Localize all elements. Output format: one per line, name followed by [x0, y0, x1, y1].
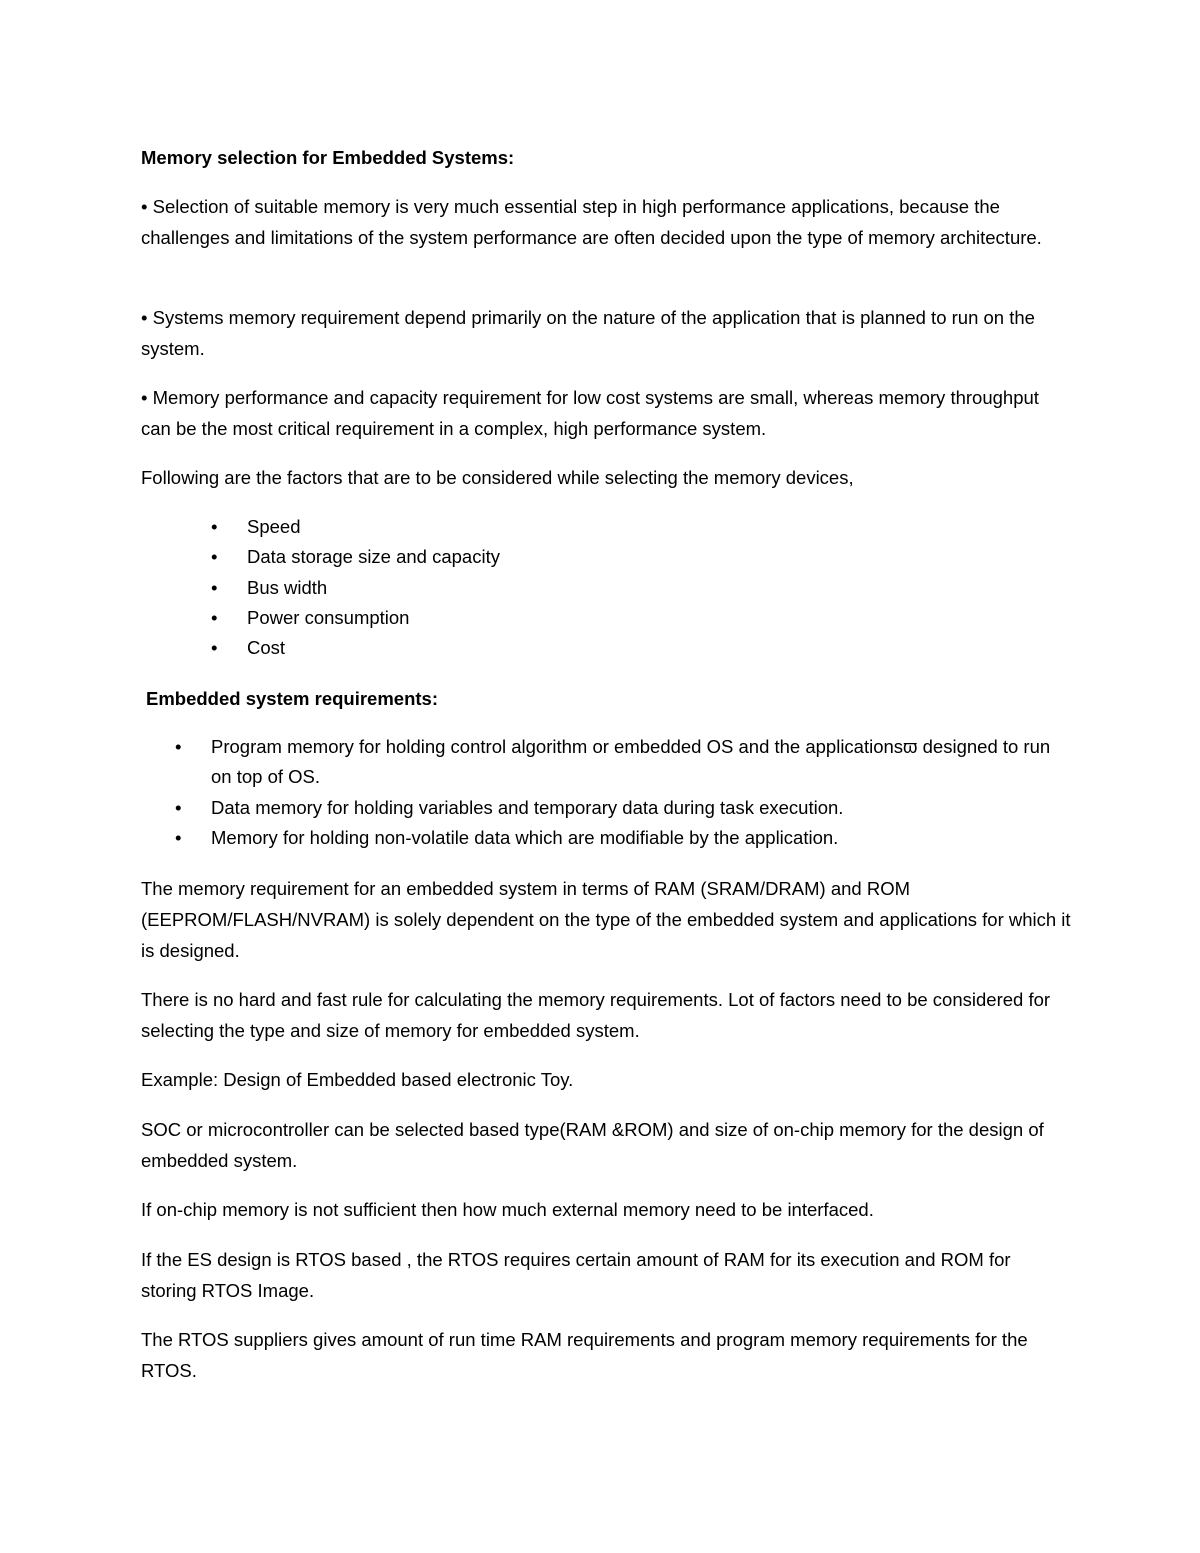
requirements-heading: Embedded system requirements:: [146, 688, 438, 709]
list-item-program-memory: • Program memory for holding control algorithm or embedded OS and the applicationsϖ designed to run on top of OS.: [175, 732, 1075, 793]
closing-paragraph-5: If on-chip memory is not sufficient then how much external memory need to be interfaced.: [141, 1199, 874, 1220]
list-item-nonvolatile-memory: • Memory for holding non-volatile data which are modifiable by the application.: [175, 823, 1075, 853]
list-item-data-storage: • Data storage size and capacity: [211, 542, 911, 572]
list-item-cost: • Cost: [211, 633, 911, 663]
factors-intro: Following are the factors that are to be considered while selecting the memory devices,: [141, 467, 854, 488]
closing-paragraph-7: The RTOS suppliers gives amount of run time RAM requirements and program memory requirements for the RTOS.: [141, 1329, 1028, 1381]
intro-paragraph-3: • Memory performance and capacity requirement for low cost systems are small, whereas memory throughput can be the most critical requirement in a complex, high performance system.: [141, 387, 1039, 439]
closing-paragraph-2: There is no hard and fast rule for calculating the memory requirements. Lot of factors need to be considered for selecting the type and size of memory for embedded system.: [141, 989, 1051, 1041]
intro-paragraph-2: • Systems memory requirement depend primarily on the nature of the application that is planned to run on the system.: [141, 307, 1035, 359]
closing-paragraph-1: The memory requirement for an embedded system in terms of RAM (SRAM/DRAM) and ROM (EEPROM/FLASH/NVRAM) is solely dependent on the type of the embedded system and applications for which it is designed.: [141, 878, 1071, 961]
closing-paragraph-6: If the ES design is RTOS based , the RTOS requires certain amount of RAM for its execution and ROM for storing RTOS Image.: [141, 1249, 1011, 1301]
list-item-data-memory: • Data memory for holding variables and temporary data during task execution.: [175, 793, 1075, 823]
requirements-list: [175, 732, 1075, 853]
list-item-speed: • Speed: [211, 512, 911, 542]
closing-paragraph-4: SOC or microcontroller can be selected based type(RAM &ROM) and size of on-chip memory for the design of embedded system.: [141, 1119, 1044, 1171]
factors-list: [211, 512, 911, 663]
document-title: Memory selection for Embedded Systems:: [141, 147, 515, 168]
closing-paragraph-3: Example: Design of Embedded based electronic Toy.: [141, 1069, 574, 1090]
list-item-power-consumption: • Power consumption: [211, 603, 911, 633]
list-item-bus-width: • Bus width: [211, 573, 911, 603]
intro-paragraph-1: • Selection of suitable memory is very much essential step in high performance applications, because the challenges and limitations of the system performance are often decided upon the type of memory architecture.: [141, 196, 1042, 248]
